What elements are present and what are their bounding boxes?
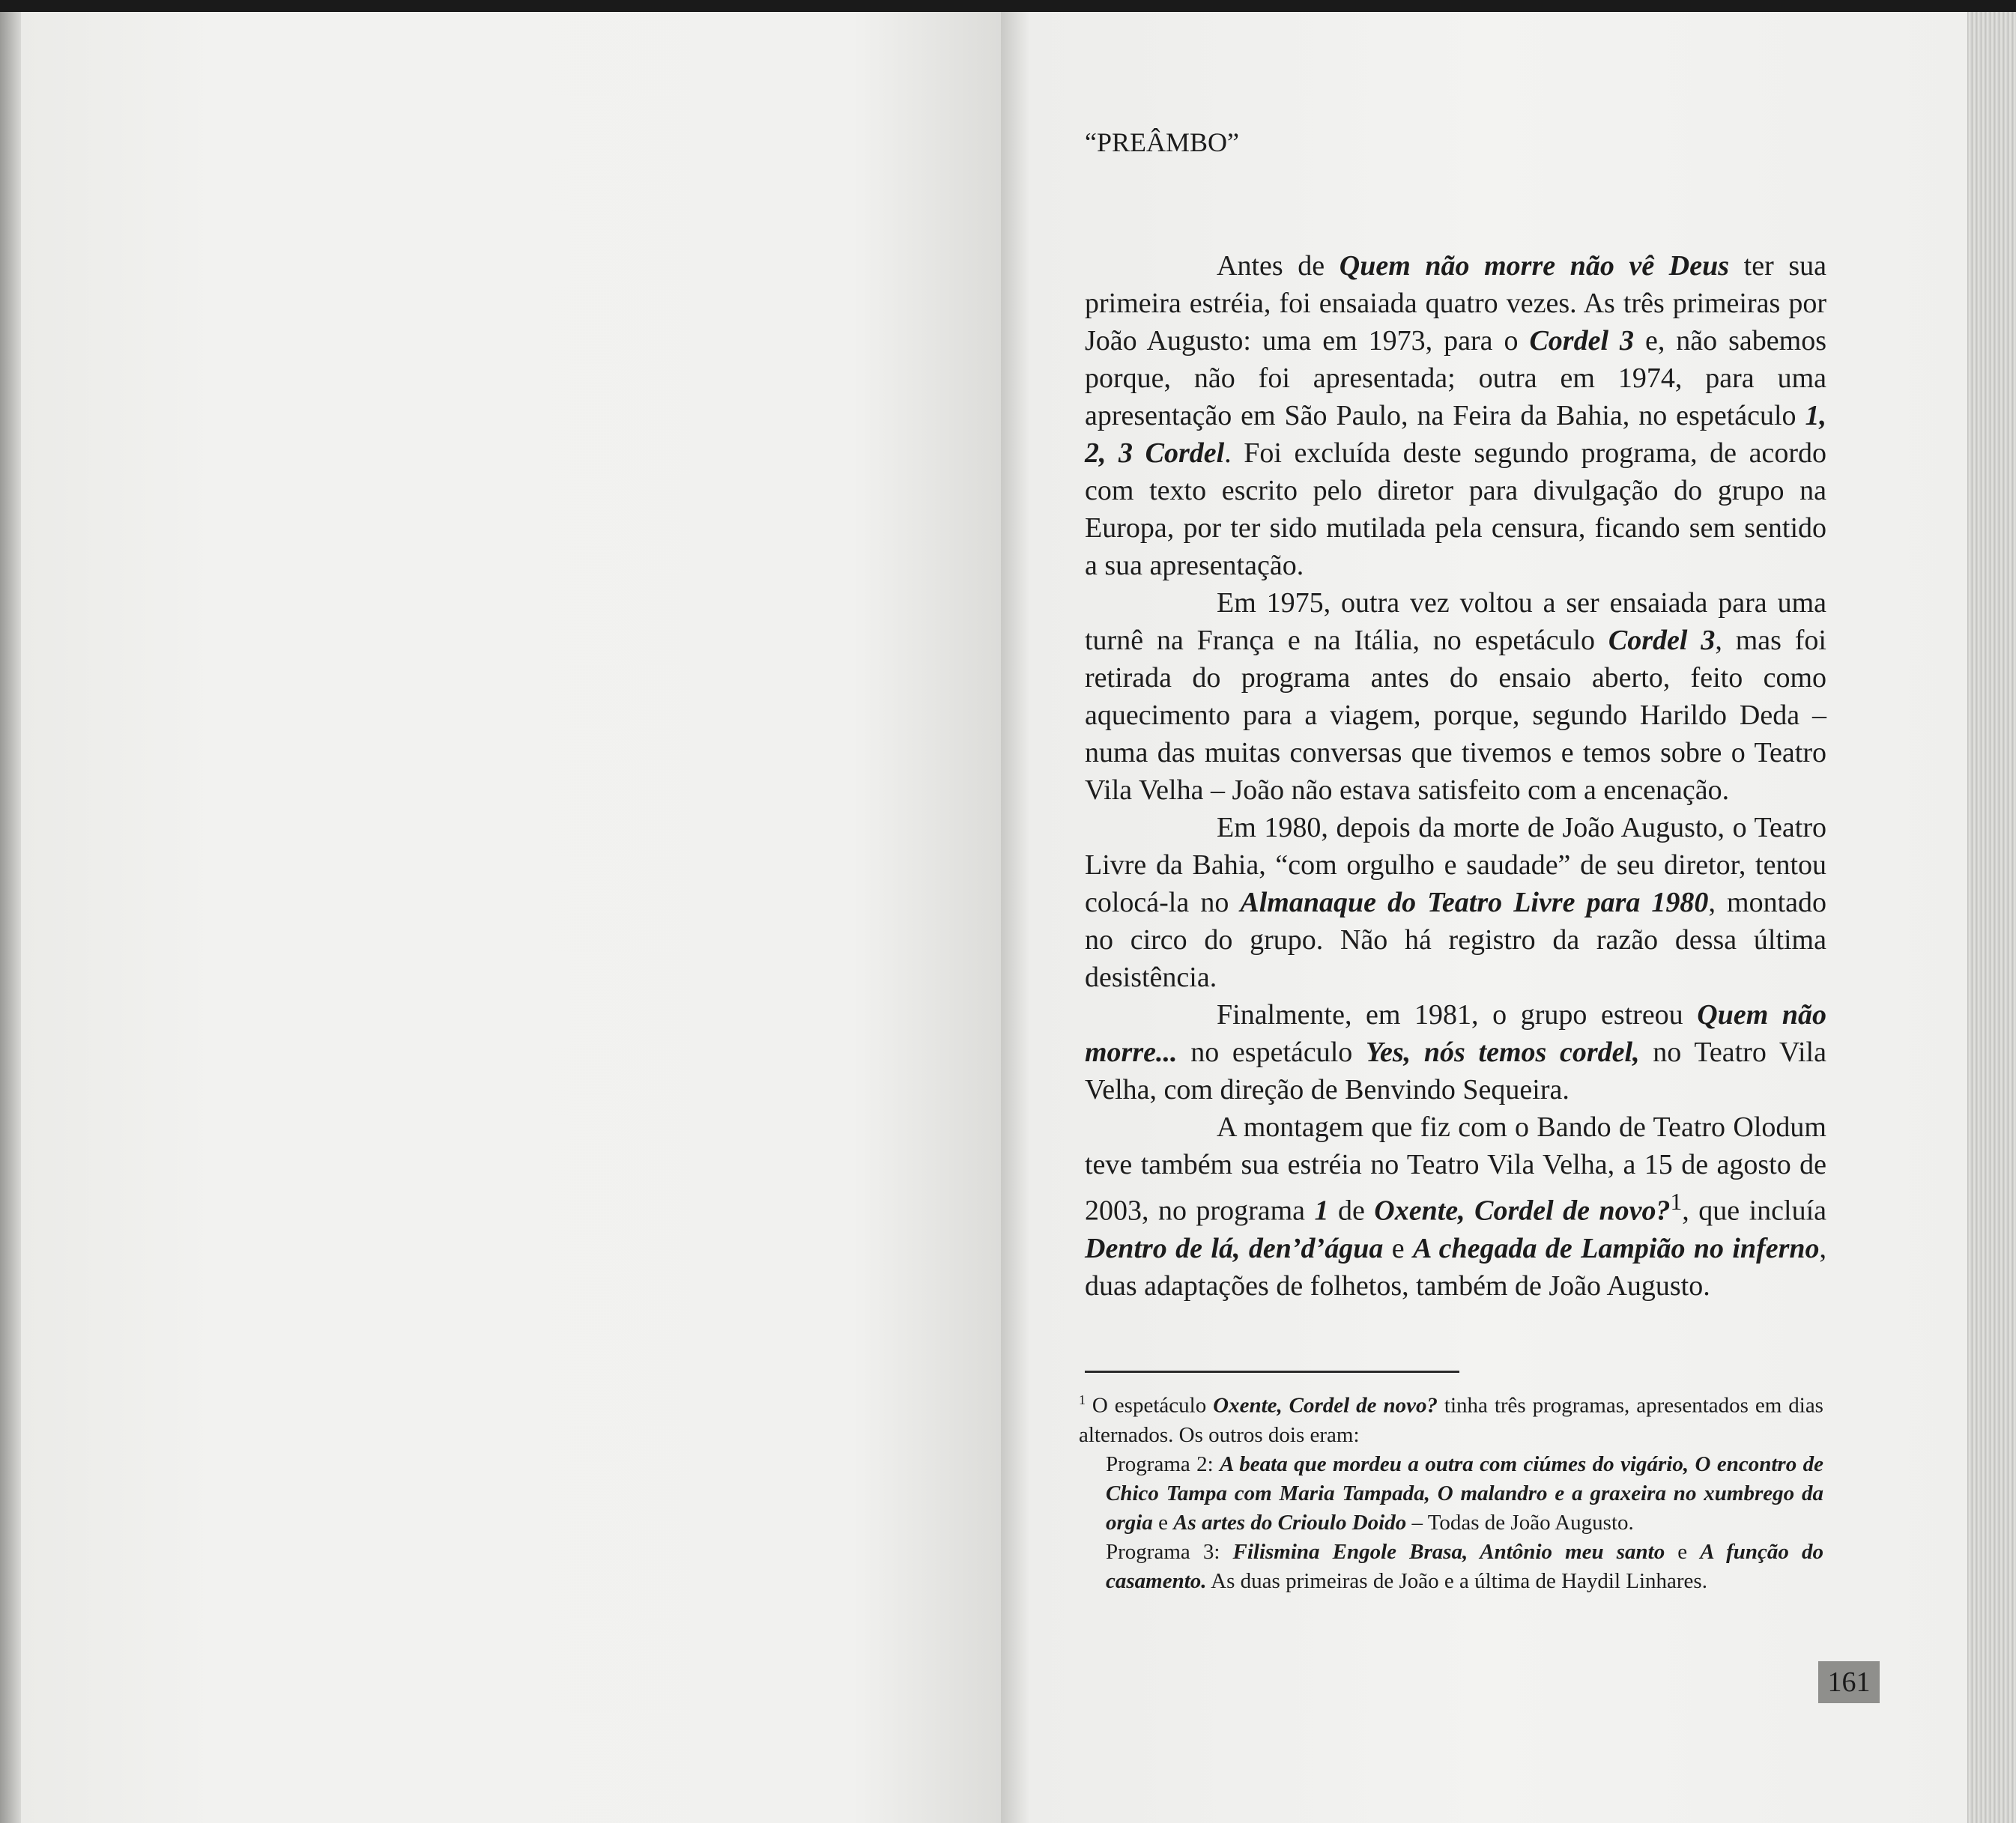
page-number: 161 bbox=[1818, 1661, 1880, 1703]
text-run: e bbox=[1665, 1539, 1701, 1564]
italic-title: Dentro de lá, den’d’água bbox=[1085, 1232, 1384, 1264]
italic-title: Almanaque do Teatro Livre para 1980 bbox=[1240, 887, 1709, 918]
footnote bbox=[1079, 1386, 1823, 1596]
text-run: Programa 2: bbox=[1106, 1452, 1220, 1476]
italic-title: A função do casamento. bbox=[1106, 1539, 1823, 1593]
text-run: , montado no circo do grupo. Não há registro da razão dessa última desistência. bbox=[1085, 887, 1827, 993]
italic-title: Cordel 3 bbox=[1529, 325, 1634, 357]
italic-title: A chegada de Lampião no inferno bbox=[1412, 1232, 1820, 1264]
italic-title: Cordel 3 bbox=[1608, 625, 1716, 656]
text-run: , duas adaptações de folhetos, também de João Augusto. bbox=[1085, 1232, 1827, 1302]
body-text bbox=[1085, 247, 1826, 1305]
footnote-marker: 1 bbox=[1670, 1189, 1683, 1215]
left-page bbox=[21, 12, 1001, 1823]
italic-title: Quem não morre não vê Deus bbox=[1339, 250, 1730, 282]
section-heading: “PREÂMBO” bbox=[1085, 127, 1239, 157]
text-run: e bbox=[1152, 1510, 1174, 1535]
text-run: e, não sabemos porque, não foi apresentada; outra em 1974, para uma apresentação em São Paulo, na Feira da Bahia, no espetáculo bbox=[1085, 325, 1826, 431]
italic-title: Filismina Engole Brasa, Antônio meu santo bbox=[1232, 1539, 1665, 1564]
left-page-edge bbox=[0, 12, 21, 1823]
italic-title: A beata que mordeu a outra com ciúmes do vigário, O encontro de Chico Tampa com Maria Tampada, O malandro e a graxeira no xumbrego da orgia bbox=[1106, 1452, 1823, 1535]
italic-title: Yes, nós temos cordel, bbox=[1366, 1037, 1640, 1068]
text-run: , mas foi retirada do programa antes do ensaio aberto, feito como aquecimento para a viagem, porque, segundo Harildo Deda – numa das muitas conversas que tivemos e temos sobre o Teatro Vila Velha – João não estava satisfeito com a encenação. bbox=[1085, 625, 1826, 806]
text-run: de bbox=[1328, 1195, 1375, 1227]
footnote-paragraph bbox=[1079, 1538, 1823, 1596]
text-run: e bbox=[1383, 1232, 1413, 1264]
text-run: ter sua primeira estréia, foi ensaiada quatro vezes. As três primeiras por João Augusto: uma em 1973, para o bbox=[1085, 250, 1827, 357]
footnote-divider bbox=[1085, 1371, 1459, 1373]
text-run: Em 1980, depois da morte de João Augusto, o Teatro Livre da Bahia, “com orgulho e saudade” de seu diretor, tentou colocá-la no bbox=[1085, 812, 1826, 918]
text-run: no espetáculo bbox=[1177, 1037, 1366, 1068]
italic-title: Oxente, Cordel de novo? bbox=[1374, 1195, 1671, 1227]
text-run: O espetáculo bbox=[1086, 1393, 1214, 1418]
paragraph bbox=[1085, 584, 1826, 809]
text-run: Finalmente, em 1981, o grupo estreou bbox=[1217, 999, 1698, 1031]
italic-title: Quem não morre... bbox=[1085, 999, 1826, 1068]
text-run: – Todas de João Augusto. bbox=[1406, 1510, 1634, 1535]
text-run: . Foi excluída deste segundo programa, de acordo com texto escrito pelo diretor para divulgação do grupo na Europa, por ter sido mutilada pela censura, ficando sem sentido a sua apresentação. bbox=[1085, 437, 1826, 581]
text-run: Antes de bbox=[1217, 250, 1340, 282]
paragraph bbox=[1085, 809, 1826, 996]
text-run: no Teatro Vila Velha, com direção de Benvindo Sequeira. bbox=[1085, 1037, 1826, 1105]
text-run: tinha três programas, apresentados em dias alternados. Os outros dois eram: bbox=[1079, 1393, 1823, 1447]
italic-title: 1 bbox=[1314, 1195, 1329, 1227]
paragraph bbox=[1085, 247, 1826, 584]
italic-title: As artes do Crioulo Doido bbox=[1173, 1510, 1407, 1535]
italic-title: 1, 2, 3 Cordel bbox=[1085, 400, 1826, 469]
footnote-paragraph bbox=[1079, 1386, 1823, 1450]
paragraph bbox=[1085, 996, 1826, 1108]
text-run: Programa 3: bbox=[1106, 1539, 1233, 1564]
footnote-marker: 1 bbox=[1079, 1392, 1086, 1407]
right-page-edge bbox=[1967, 12, 2016, 1823]
italic-title: Oxente, Cordel de novo? bbox=[1213, 1393, 1438, 1418]
paragraph bbox=[1085, 1108, 1826, 1305]
footnote-paragraph bbox=[1079, 1450, 1823, 1538]
text-run: As duas primeiras de João e a última de Haydil Linhares. bbox=[1206, 1568, 1707, 1593]
text-run: Em 1975, outra vez voltou a ser ensaiada para uma turnê na França e na Itália, no espetáculo bbox=[1085, 587, 1826, 656]
text-run: , que incluía bbox=[1682, 1195, 1826, 1227]
text-run: A montagem que fiz com o Bando de Teatro Olodum teve também sua estréia no Teatro Vila Velha, a 15 de agosto de 2003, no programa bbox=[1085, 1111, 1826, 1227]
